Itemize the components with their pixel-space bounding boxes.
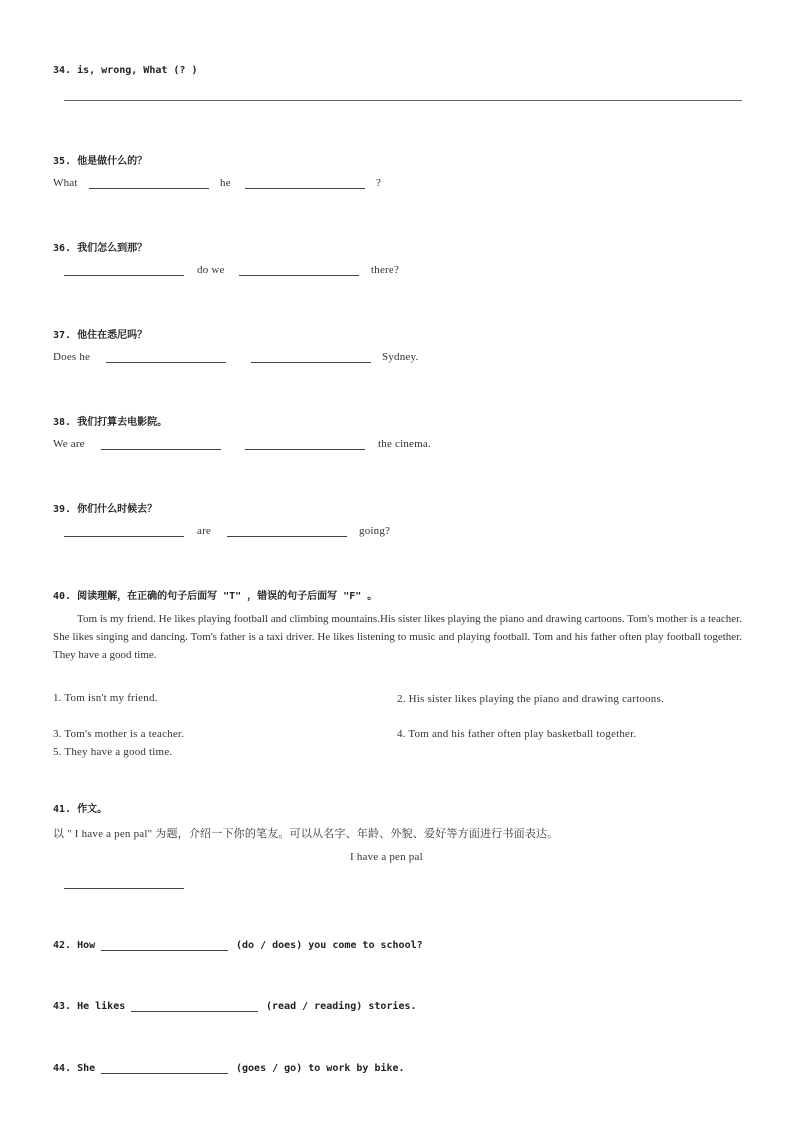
blank-43[interactable]: [131, 1001, 258, 1012]
statement-1: 1. Tom isn't my friend.: [53, 692, 158, 704]
question-40-label: 40. 阅读理解，在正确的句子后面写 "T" ，错误的句子后面写 "F" 。: [53, 591, 378, 602]
question-37-word-2: Sydney.: [382, 351, 419, 363]
question-36-word-2: there?: [371, 264, 400, 276]
question-39-label: 39. 你们什么时候去？: [53, 504, 158, 515]
question-43-suffix: (read / reading) stories.: [266, 1001, 417, 1012]
blank-36-2[interactable]: [239, 265, 359, 276]
composition-title: I have a pen pal: [350, 851, 423, 863]
blank-44[interactable]: [101, 1063, 228, 1074]
question-37-label: 37. 他住在悉尼吗？: [53, 330, 148, 341]
answer-line-34[interactable]: [64, 100, 742, 101]
statement-5: 5. They have a good time.: [53, 746, 173, 758]
statement-3: 3. Tom's mother is a teacher.: [53, 728, 185, 740]
reading-passage: Tom is my friend. He likes playing football and climbing mountains.His sister likes playing the piano and drawing cartoons. Tom's mother is a teacher. She likes singing and dancing. Tom's father is a taxi driver. He likes listening to music and playing football. Tom and his father often play football together. They have a good time.: [53, 613, 742, 661]
blank-37-1[interactable]: [106, 352, 226, 363]
question-39-word-2: going?: [359, 525, 391, 537]
question-39-word-1: are: [197, 525, 212, 537]
question-35-word-2: he: [220, 177, 231, 189]
blank-42[interactable]: [101, 940, 228, 951]
question-44-suffix: (goes / go) to work by bike.: [236, 1063, 405, 1074]
blank-38-1[interactable]: [101, 439, 221, 450]
question-36-label: 36. 我们怎么到那？: [53, 243, 148, 254]
question-43-prefix: 43. He likes: [53, 1001, 126, 1012]
blank-39-2[interactable]: [227, 526, 347, 537]
composition-instruction: 以 " I have a pen pal" 为题，介绍一下你的笔友。可以从名字、年龄、外貌、爱好等方面进行书面表达。: [53, 828, 559, 840]
question-34-label: 34. is, wrong, What (? ): [53, 65, 198, 76]
blank-37-2[interactable]: [251, 352, 371, 363]
question-38-word-2: the cinema.: [378, 438, 431, 450]
statement-2: 2. His sister likes playing the piano and drawing cartoons.: [397, 693, 664, 705]
question-37-word-1: Does he: [53, 351, 91, 363]
question-42-suffix: (do / does) you come to school?: [236, 940, 423, 951]
blank-35-1[interactable]: [89, 178, 209, 189]
question-42-prefix: 42. How: [53, 940, 96, 951]
question-35-word-1: What: [53, 177, 78, 189]
question-36-word-1: do we: [197, 264, 225, 276]
composition-answer-line[interactable]: [64, 878, 184, 889]
blank-38-2[interactable]: [245, 439, 365, 450]
question-35-label: 35. 他是做什么的？: [53, 156, 148, 167]
question-44-prefix: 44. She: [53, 1063, 96, 1074]
blank-36-1[interactable]: [64, 265, 184, 276]
question-35-word-3: ?: [376, 177, 382, 189]
question-38-label: 38. 我们打算去电影院。: [53, 417, 168, 428]
blank-39-1[interactable]: [64, 526, 184, 537]
question-41-label: 41. 作文。: [53, 804, 108, 815]
question-38-word-1: We are: [53, 438, 85, 450]
statement-4: 4. Tom and his father often play basketball together.: [397, 728, 637, 740]
blank-35-2[interactable]: [245, 178, 365, 189]
